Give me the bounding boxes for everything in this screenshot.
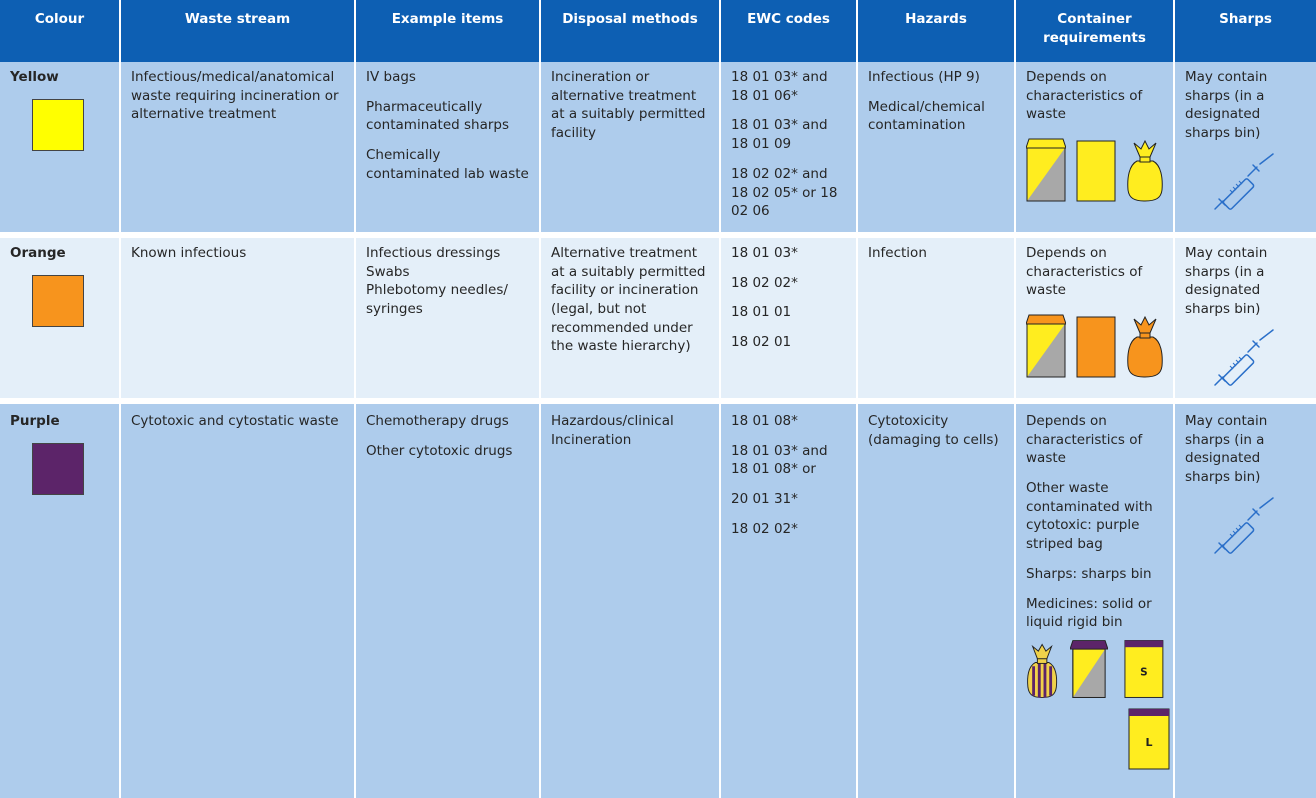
- container-text: Medicines: solid or liquid rigid bin: [1026, 595, 1152, 631]
- disposal-methods-cell: [540, 401, 720, 798]
- hazard-item: Cytotoxicity (damaging to cells): [868, 412, 999, 448]
- tied-bag-icon: [1126, 140, 1164, 202]
- hazards-cell: [857, 401, 1015, 798]
- header-hazards: Hazards: [857, 0, 1015, 62]
- syringe-icon: [1213, 497, 1275, 555]
- example-items-cell: [355, 62, 540, 235]
- container-requirements-cell: [1015, 62, 1174, 235]
- example-item: Pharmaceutically contaminated sharps: [366, 98, 510, 134]
- purple-swatch: [32, 443, 84, 495]
- header-colour: Colour: [0, 0, 120, 62]
- example-item: IV bags: [366, 69, 416, 85]
- hazards-cell: [857, 62, 1015, 235]
- sharps-cell: [1174, 401, 1316, 798]
- header-ewc-codes: EWC codes: [720, 0, 857, 62]
- table-row: [0, 401, 1316, 798]
- sharps-bin-icon: [1070, 638, 1108, 700]
- syringe-icon: [1213, 329, 1275, 387]
- header-row: [0, 0, 1316, 62]
- example-item: Other cytotoxic drugs: [366, 442, 513, 459]
- header-example-items: Example items: [355, 0, 540, 62]
- tied-bag-icon: [1126, 316, 1164, 378]
- container-icons: [1026, 314, 1164, 378]
- ewc-code: 18 01 03* and 18 01 06*: [731, 69, 828, 104]
- ewc-code: 18 02 01: [731, 334, 792, 351]
- syringe-icon: [1213, 153, 1275, 211]
- colour-cell: [0, 62, 120, 235]
- example-items-cell: [355, 401, 540, 798]
- sharps-bin-icon: [1026, 138, 1066, 202]
- sharps-cell: [1174, 235, 1316, 401]
- colour-cell: [0, 401, 120, 798]
- container-icons: [1026, 708, 1164, 776]
- container-requirements-cell: [1015, 401, 1174, 798]
- example-item: Chemically contaminated lab waste: [366, 147, 529, 182]
- sharps-text: May contain sharps (in a designated sharps bin): [1185, 69, 1268, 142]
- ewc-code: 18 01 03* and 18 01 08* or: [731, 442, 828, 478]
- container-text: Depends on characteristics of waste: [1026, 412, 1143, 467]
- ewc-code: 20 01 31*: [731, 491, 798, 508]
- container-text: Depends on characteristics of waste: [1026, 69, 1143, 123]
- bin-label: L: [1145, 735, 1153, 749]
- colour-name: Yellow: [10, 69, 59, 85]
- hazard-item: Infection: [868, 244, 927, 261]
- hazard-item: Infectious (HP 9): [868, 69, 980, 85]
- container-text: Depends on characteristics of waste: [1026, 244, 1143, 299]
- bin-label: S: [1140, 666, 1148, 679]
- container-icons: [1026, 638, 1164, 700]
- disposal-line: Incineration: [551, 431, 632, 448]
- container-text: Sharps: sharps bin: [1026, 565, 1152, 582]
- container-icons: [1026, 138, 1164, 202]
- hazard-item: Medical/chemical contamination: [868, 98, 985, 134]
- example-item: Phlebotomy needles/ syringes: [366, 282, 508, 318]
- sharps-text: May contain sharps (in a designated sharps bin): [1185, 412, 1268, 486]
- waste-stream-cell: Infectious/medical/anatomical waste requiring incineration or alternative treatment: [120, 62, 355, 235]
- liquid-bin-icon: [1128, 708, 1170, 770]
- ewc-code: 18 01 01: [731, 304, 792, 321]
- solid-bin-icon: [1124, 638, 1164, 700]
- rigid-bin-icon: [1076, 316, 1116, 378]
- ewc-codes-cell: [720, 235, 857, 401]
- header-disposal-methods: Disposal methods: [540, 0, 720, 62]
- ewc-codes-cell: [720, 401, 857, 798]
- header-waste-stream: Waste stream: [120, 0, 355, 62]
- header-container-requirements: Container requirements: [1015, 0, 1174, 62]
- ewc-code: 18 01 03*: [731, 244, 798, 261]
- example-item: Infectious dressings: [366, 244, 501, 261]
- ewc-code: 18 02 02* and 18 02 05* or 18 02 06: [731, 165, 838, 220]
- orange-swatch: [32, 275, 84, 327]
- striped-bag-icon: [1026, 642, 1058, 700]
- rigid-bin-icon: [1076, 140, 1116, 202]
- example-items-cell: [355, 235, 540, 401]
- disposal-methods-cell: Alternative treatment at a suitably permitted facility or incineration (legal, but not recommended under the waste hierarchy): [540, 235, 720, 401]
- ewc-code: 18 02 02*: [731, 520, 798, 537]
- sharps-text: May contain sharps (in a designated sharps bin): [1185, 244, 1268, 318]
- example-item: Swabs: [366, 263, 410, 280]
- waste-stream-cell: Known infectious: [120, 235, 355, 401]
- table-row: [0, 235, 1316, 401]
- table-row: [0, 62, 1316, 235]
- colour-name: Orange: [10, 244, 66, 261]
- container-text: Other waste contaminated with cytotoxic: purple striped bag: [1026, 480, 1153, 553]
- ewc-code: 18 01 03* and 18 01 09: [731, 117, 828, 153]
- disposal-methods-cell: Incineration or alternative treatment at a suitably permitted facility: [540, 62, 720, 235]
- header-sharps: Sharps: [1174, 0, 1316, 62]
- example-item: Chemotherapy drugs: [366, 412, 509, 429]
- sharps-cell: [1174, 62, 1316, 235]
- yellow-swatch: [32, 99, 84, 151]
- colour-cell: [0, 235, 120, 401]
- ewc-code: 18 02 02*: [731, 274, 798, 291]
- waste-stream-cell: Cytotoxic and cytostatic waste: [120, 401, 355, 798]
- container-requirements-cell: [1015, 235, 1174, 401]
- sharps-bin-icon: [1026, 314, 1066, 378]
- ewc-codes-cell: [720, 62, 857, 235]
- ewc-code: 18 01 08*: [731, 412, 798, 429]
- colour-name: Purple: [10, 412, 60, 429]
- disposal-line: Hazardous/clinical: [551, 412, 674, 429]
- hazards-cell: [857, 235, 1015, 401]
